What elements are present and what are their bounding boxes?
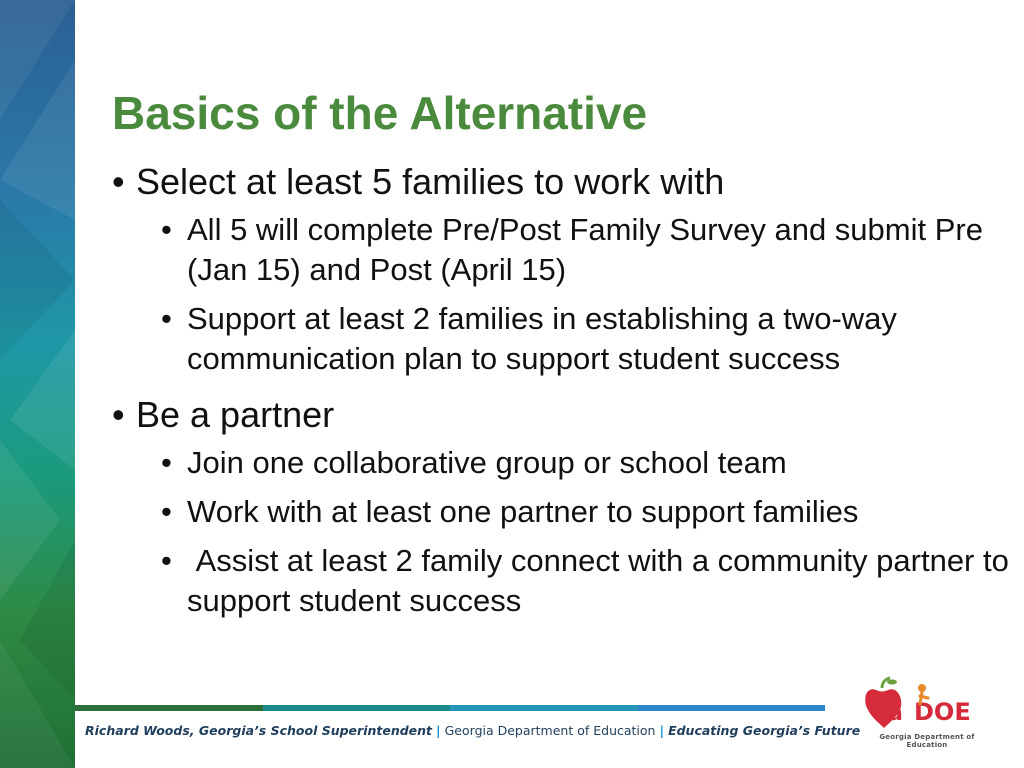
bullet-item bbox=[112, 160, 1012, 204]
footer-separator: | bbox=[436, 723, 441, 738]
footer-tagline: Educating Georgia’s Future bbox=[668, 723, 861, 738]
bullet-text: Be a partner bbox=[136, 394, 335, 435]
bullet-marker: • bbox=[112, 394, 125, 435]
footer-text bbox=[85, 723, 860, 738]
decorative-side-band bbox=[0, 0, 75, 768]
bullet-marker: • bbox=[161, 301, 172, 336]
bullet-marker: • bbox=[161, 445, 172, 480]
sub-bullet-item bbox=[112, 443, 1012, 483]
sub-bullet-text: Join one collaborative group or school team bbox=[187, 445, 787, 480]
bullet-marker: • bbox=[112, 161, 125, 202]
bullet-list bbox=[112, 160, 1018, 630]
bullet-marker: • bbox=[161, 212, 172, 247]
sub-bullet-text: Assist at least 2 family connect with a community partner to support student success bbox=[187, 543, 1018, 618]
sub-bullet-text: All 5 will complete Pre/Post Family Survey and submit Pre (Jan 15) and Post (April 15) bbox=[187, 212, 983, 287]
footer-color-bar bbox=[75, 705, 825, 711]
svg-text:DOE: DOE bbox=[914, 698, 971, 726]
svg-text:a: a bbox=[888, 701, 903, 726]
sub-bullet-item bbox=[112, 492, 1012, 532]
bullet-marker: • bbox=[161, 543, 172, 578]
sub-bullet-item bbox=[112, 541, 1018, 621]
sub-bullet-item bbox=[112, 299, 1012, 379]
sub-bullet-text: Support at least 2 families in establishing a two-way communication plan to support student success bbox=[187, 301, 897, 376]
bullet-item bbox=[112, 393, 1012, 437]
footer-bar-segment bbox=[450, 705, 638, 711]
sub-bullet-text: Work with at least one partner to support families bbox=[187, 494, 859, 529]
footer-superintendent: Richard Woods, Georgia’s School Superintendent bbox=[85, 723, 433, 738]
bullet-text: Select at least 5 families to work with bbox=[136, 161, 725, 202]
footer-bar-segment bbox=[75, 705, 263, 711]
footer-bar-segment bbox=[263, 705, 451, 711]
footer-bar-segment bbox=[638, 705, 826, 711]
bullet-marker: • bbox=[161, 494, 172, 529]
footer-department: Georgia Department of Education bbox=[444, 723, 656, 738]
sub-bullet-item bbox=[112, 210, 1012, 290]
slide-title: Basics of the Alternative bbox=[112, 87, 648, 139]
footer-separator: | bbox=[659, 723, 665, 738]
logo-subtitle: Georgia Department of Education bbox=[879, 733, 975, 749]
